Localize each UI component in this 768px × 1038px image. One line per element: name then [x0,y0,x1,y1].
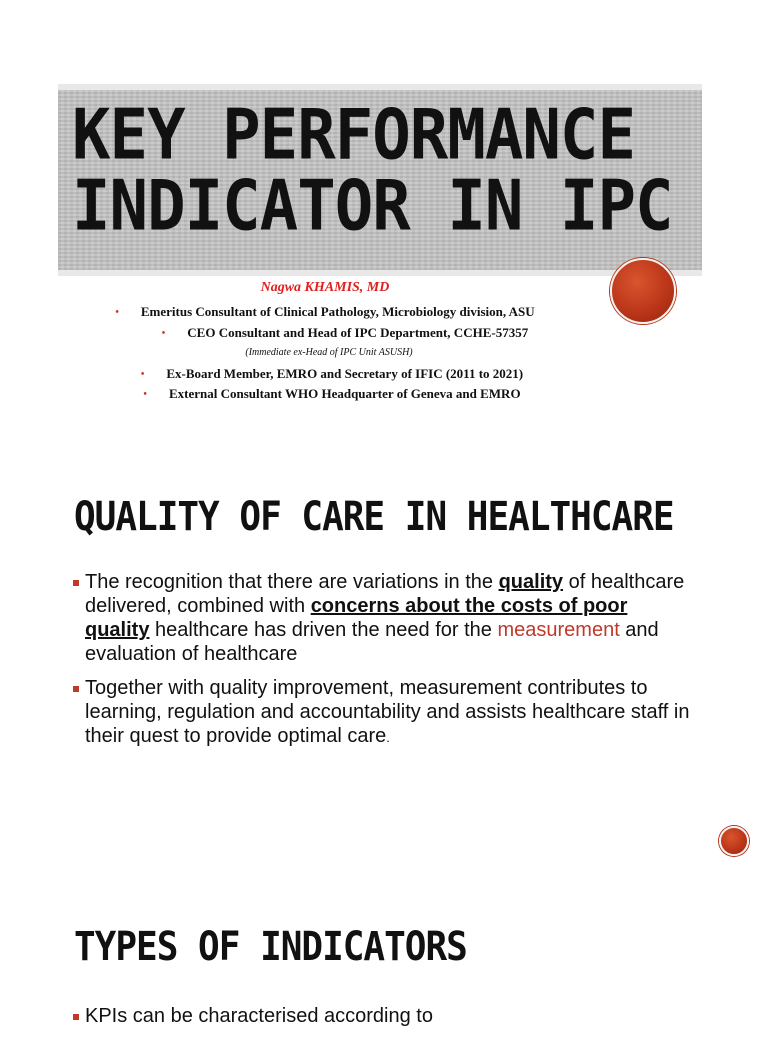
text-run: of healthcare delivered, combined with [85,571,685,617]
text-run: and evaluation of healthcare [85,619,659,665]
emphasis-concerns: concerns about the costs of poor quality [85,595,628,641]
title-slide [0,0,768,440]
bullet-icon: • [161,328,166,339]
bullet-item: KPIs can be characterised according to [72,1004,692,1028]
credential-note: (Immediate ex-Head of IPC Unit ASUSH) [245,347,413,358]
bullet-item [72,570,692,666]
decorative-circle-icon [719,826,749,856]
types-bullets [72,1004,692,1038]
text-run: healthcare has driven the need for the [149,619,498,641]
credential-text: External Consultant WHO Headquarter of Geneva and EMRO [168,386,521,401]
title-line-2: INDICATOR IN IPC [72,166,673,247]
credential-4 [0,386,650,402]
bullet-icon: • [115,307,119,318]
bullet-icon: • [143,389,147,400]
title-line-1: KEY PERFORMANCE [72,95,635,176]
credential-text: Emeritus Consultant of Clinical Pathology, Microbiology division, ASU [140,304,535,319]
quality-heading: QUALITY OF CARE IN HEALTHCARE [74,494,674,540]
slide-title [72,95,673,247]
emphasis-measurement: measurement [497,619,620,641]
text-run: Together with quality improvement, measurement contributes to learning, regulation and accountability and assists healthcare staff in their quest to provide optimal care [85,677,690,747]
author-name: Nagwa KHAMIS, MD [260,280,390,295]
text-run: The recognition that there are variations in the [85,571,499,593]
quality-bullets [72,570,692,760]
credential-text: CEO Consultant and Head of IPC Department, CCHE-57357 [187,325,529,340]
emphasis-quality: quality [498,571,564,593]
credential-3 [0,366,650,382]
types-heading: TYPES OF INDICATORS [74,924,467,970]
bullet-icon: • [140,369,145,380]
credential-1 [0,304,650,320]
credential-2 [0,325,650,341]
bullet-item [72,676,692,750]
credential-text: Ex-Board Member, EMRO and Secretary of IFIC (2011 to 2021) [166,366,524,381]
text-run: . [386,730,390,745]
